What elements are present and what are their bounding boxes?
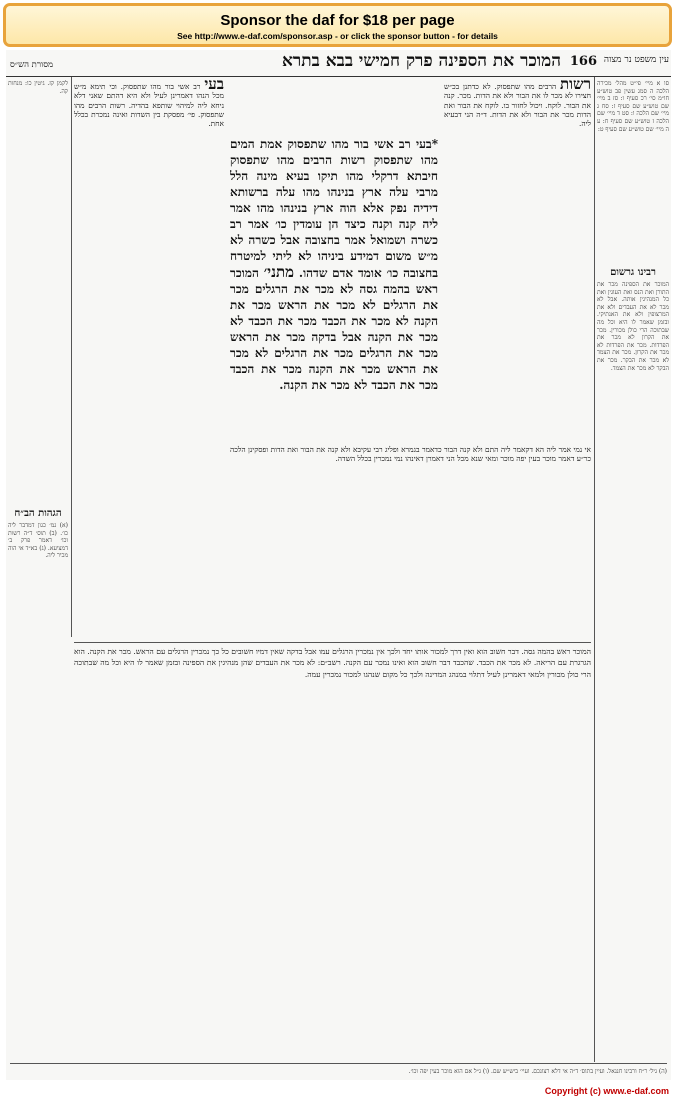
commentary-divider bbox=[74, 642, 591, 643]
ein-mishpat-text: סו א מיי׳ פי״ט מהל׳ מכירה הלכה ה סמג עשין פב טוש״ע חו״מ סי׳ רכ סעיף ו: סז ב מיי׳ שם טוש״ע שם סעיף ז: סח ג מיי׳ שם הלכה ו: סט ד מיי׳ שם הלכה ז טוש״ע שם סעיף ח: ע ה מיי׳ שם טוש״ע שם סעיף ט: bbox=[597, 80, 669, 133]
sponsor-banner[interactable] bbox=[3, 3, 672, 47]
rabbeinu-gershom-label: רבינו גרשום bbox=[610, 267, 656, 278]
masoret-hashas-column bbox=[8, 80, 68, 500]
rashbam-text: המוכר ראש בהמה גסה. דבר חשוב הוא ואין דרך למכור אותו יחד ולכך אין נמכרין הרגלים עמו אבל בדקה שאין דמיו חשובים כל כך נמכרין הרגלים עם הראש. מכר את הקנה. הוא הגרגרת עם הריאה. לא מכר את הכבד. שהכבד דבר חשוב הוא ואינו נמכר עם הקנה. רשב״ם: לא מכר את העבדים שהן מנהיגין את הספינה ובזמן שאמר לו היא וכל מה שבתוכה הרי כולן מכורין ולמאי דאמרינן לעיל דתלוי במנהג המדינה ולכך כל מקום שנהגו למכור נמכרין עמה. bbox=[74, 647, 591, 679]
commentary-upper bbox=[230, 445, 591, 575]
rashi-column bbox=[444, 80, 591, 460]
hagahot-label: הגהות הב״ח bbox=[14, 508, 62, 519]
left-margin-divider bbox=[71, 77, 72, 637]
ein-mishpat-label: עין משפט נר מצוה bbox=[603, 55, 669, 65]
rashbam-commentary bbox=[74, 646, 591, 1041]
tosafot-text: רב אשי בור מהו שתפסוק. וכי תימא מ״ש מכל הנהו דאמרינן לעיל ולא היא דהתם שאני דלא ניחא ליה למיהוי שותפא בהדיה. רשות הרבים מהו שתפסוק. פי׳ מפסקת בין השדות ואינה נמכרת בכלל אחת. bbox=[74, 82, 224, 129]
sponsor-title[interactable]: Sponsor the daf for $18 per page bbox=[220, 12, 455, 29]
footnote-divider bbox=[10, 1063, 667, 1064]
commentary-upper-text: אי נמי אמר ליה הא דקאמר ליה התם ולא קנה הבור כדאמר בגמרא ופליג רבי עקיבא ולא קנה את הבור ואת הדות ופסקינן הלכה כר״ע דאמר מוכר בעין יפה מוכר ומאי שנא מכל הני דאמרן דאינהו נמי נמכרין בכלל השדה. bbox=[230, 445, 591, 464]
page-header bbox=[6, 50, 671, 77]
gemara-lead-word: *בעי רב אשי bbox=[374, 137, 438, 151]
footnote: (ה) גיל׳ ר״ח ורבינו חננאל. ועיין בתוס׳ ד״ה אי דלא רצונכם. ועיי׳ ביש״ש שם. (ו) ג״ל אם הוא מוכר בעין יפה וכו׳. bbox=[408, 1068, 667, 1075]
hagahot-habach-column bbox=[8, 505, 68, 635]
talmud-page bbox=[6, 50, 671, 1080]
hagahot-text: (א) גמ׳ כגון דמדבר ליה כו׳. (ב) תוס׳ ד״ה רשות וכו׳ דאמר פרק ב׳ דמציעא. (ג) בא״ד אי הוה מכיר ליה. bbox=[8, 522, 68, 560]
masoret-text: לקמן קז. גיטין כו: מנחות קה. bbox=[8, 80, 68, 95]
mishnah-text: המוכר ראש בהמה גסה לא מכר את הרגלים מכר את הרגלים לא מכר את הראש מכר את הקנה לא מכר את הכבד מכר את הכבד לא מכר את הקנה אבל בדקה מכר את הראש מכר את הרגלים מכר את הרגלים לא מכר את הראש מכר את הקנה מכר את הכבד מכר את הכבד לא מכר את הקנה. bbox=[230, 266, 438, 392]
right-margin-divider bbox=[594, 77, 595, 1062]
sponsor-subtitle[interactable]: See http://www.e-daf.com/sponsor.asp - or click the sponsor button - for details bbox=[177, 31, 498, 41]
tosafot-lead-word: בעי bbox=[204, 80, 224, 93]
rashi-lead-word: רשות bbox=[560, 80, 591, 93]
masoret-hashas-label: מסורת הש״ס bbox=[10, 60, 54, 70]
ein-mishpat-column bbox=[597, 80, 669, 260]
tosafot-column bbox=[74, 80, 224, 640]
rabbeinu-gershom-text: המוכר את הספינה מכר את התורן ואת הנס ואת העוגין ואת כל המנהיגין אותה. אבל לא מכר לא את העבדים ולא את המרצופין ולא את האנתיקי. ובזמן שאמר לו היא וכל מה שבתוכה הרי כולן מכורין. מכר את הקרון לא מכר את הפרדות. מכר את הפרדות לא מכר את הקרון. מכר את הצמד לא מכר את הבקר. מכר את הבקר לא מכר את הצמד. bbox=[597, 281, 669, 372]
copyright-link[interactable]: Copyright (c) www.e-daf.com bbox=[544, 1086, 669, 1096]
gemara-text: בור מהו שתפסוק אמת המים מהו שתפסוק רשות הרבים מהו שתפסוק חיבתא דרקלי מהו תיקו בעיא מינה הלל מרבי עלה ארץ בנינהו מהו עלה ברשותא דידיה נפק אלא הוה ארץ בנינהו מהו אמר ליה קנה וקנה כיצד הן עומדין כו׳ אמר רב כשרה ושמואל אמר בחצובה אבל כשרה לא מ״ש משום דמידע ביניהו לא ליתי למיטרח בחצובה כו׳ אומד אדם שדהו. bbox=[230, 137, 438, 280]
rashi-text: הרבים מהו שתפסוק. לא כדתנן בכ״ש חצירו לא מכר לו את הבור ולא את הדות. מכר. קנה את הבור. לוקח. ויכול לחזור בו. לוקח את הבור ואת הדות מכר את הבור ולא את הדות. ד״ה הני דבעיא ליה. bbox=[444, 82, 591, 129]
gemara-column bbox=[230, 136, 438, 436]
rabbeinu-gershom-column bbox=[597, 264, 669, 1062]
mishnah-lead-word: מתני׳ bbox=[263, 263, 295, 281]
page-title: המוכר את הספינה פרק חמישי בבא בתרא bbox=[281, 51, 561, 71]
page-number: 166 bbox=[569, 54, 597, 69]
